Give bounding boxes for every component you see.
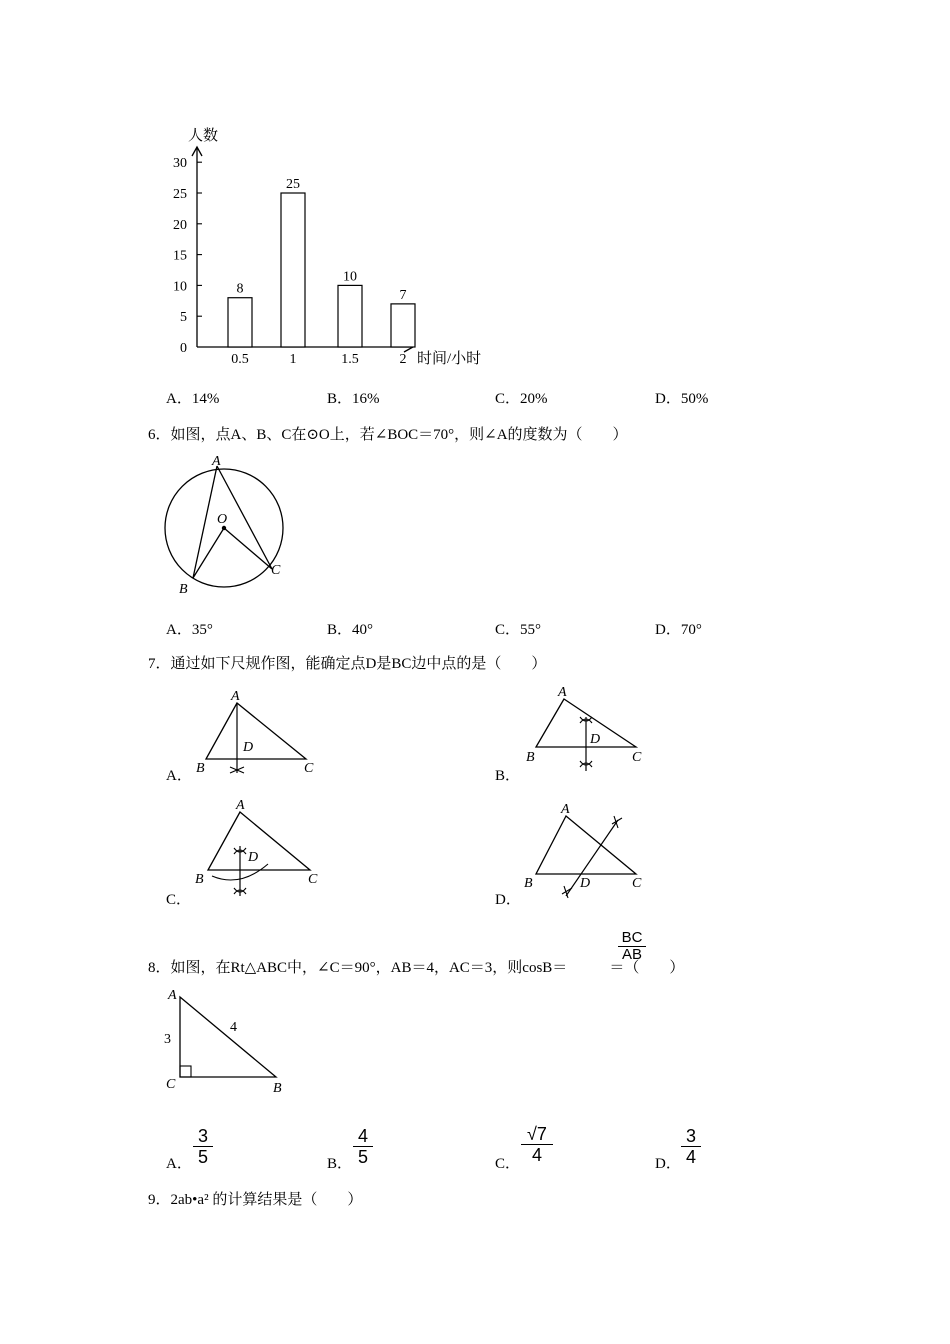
q6-option-d[interactable] [655,618,702,639]
bar-value-label: 7 [399,287,407,303]
option-letter: A． [166,391,192,407]
q7-option-a[interactable]: A． [166,768,192,784]
option-text: 70° [680,622,702,638]
q7-option-b[interactable]: B． [495,768,521,784]
bar-value-label: 8 [236,281,244,297]
label-d: D [580,876,591,891]
fraction-numerator: 3 [193,1126,213,1147]
label-c: C [632,876,642,891]
label-c: C [632,750,642,765]
q8-option-d[interactable] [655,1152,681,1173]
label-b: B [179,582,188,597]
q9-stem: 9．2ab•a² 的计算结果是（ ） [148,1192,363,1208]
option-text: 20% [520,391,548,407]
option-letter: C． [495,391,521,407]
fraction-denominator: 4 [685,1147,696,1167]
label-a: A [168,988,177,1003]
label-c: C [166,1077,176,1092]
bar [338,285,362,347]
fraction-numerator: 3 [681,1126,701,1147]
q5-option-b[interactable] [327,387,380,408]
label-o: O [217,512,228,527]
q7-option-d[interactable]: D． [495,892,521,908]
y-axis-label: 人数 [188,128,219,144]
bar [391,304,415,347]
option-letter: A． [166,622,192,638]
option-text: 50% [680,391,709,407]
chart-bars [228,177,415,367]
q5-option-c[interactable] [495,387,548,408]
option-text: 35° [191,622,213,638]
label-a: A [558,685,567,700]
option-text: 16% [352,391,380,407]
q8-stem-tail: ＝（ ） [609,960,685,976]
label-c: C [304,761,314,776]
q8-option-c-fraction [521,1124,553,1165]
label-b: B [524,876,533,891]
q6-option-b[interactable] [327,618,373,639]
option-letter: C． [495,622,521,638]
q8-stem-text: 8．如图，在Rt△ABC中，∠C＝90°，AB＝4，AC＝3，则cosB＝ [148,960,568,976]
q7-stem: 7．通过如下尺规作图，能确定点D是BC边中点的是（ ） [148,656,547,672]
q8-option-d-fraction [681,1126,701,1167]
option-letter: B． [327,391,353,407]
option-letter: C． [495,1156,521,1172]
label-a: A [231,689,240,704]
label-d: D [248,850,259,865]
y-tick-label: 20 [173,217,187,233]
q8-option-b-fraction [353,1126,373,1167]
label-a: A [236,798,245,813]
q6-stem: 6．如图，点A、B、C在⊙O上，若∠BOC＝70°，则∠A的度数为（ ） [148,427,628,443]
x-tick-label: 0.5 [231,352,249,367]
label-ac-length: 3 [164,1032,171,1047]
label-b: B [526,750,535,765]
option-letter: B． [327,622,353,638]
option-letter: B． [327,1156,353,1172]
bar-chart [0,0,950,380]
x-axis-label: 时间/小时 [417,351,482,367]
label-b: B [273,1081,282,1096]
fraction-numerator: BC [618,930,646,947]
bar-value-label: 25 [286,177,300,192]
q7-figure-b [522,683,662,783]
fraction-denominator: AB [621,946,642,963]
q8-cos-fraction [618,930,646,963]
label-a: A [561,802,570,817]
option-text: 14% [191,391,220,407]
q8-option-b[interactable] [327,1152,352,1173]
label-c: C [271,563,281,578]
q8-option-a-fraction [193,1126,213,1167]
q7-figure-d [522,800,662,910]
fraction-numerator: √7 [521,1124,553,1145]
fraction-denominator: 4 [531,1145,542,1165]
q6-option-a[interactable] [166,618,213,639]
q7-option-c[interactable]: C． [166,892,192,908]
option-text: 40° [352,622,374,638]
q8-option-c[interactable] [495,1152,520,1173]
x-tick-label: 1.5 [341,352,359,367]
q5-option-a[interactable] [166,387,219,408]
q8-option-a[interactable] [166,1152,192,1173]
bar [281,193,305,347]
y-tick-label: 25 [173,187,187,202]
option-letter: D． [655,391,681,407]
label-d: D [243,740,254,755]
y-tick-label: 15 [173,248,187,264]
x-tick-label: 1 [289,352,297,367]
bar [228,298,252,347]
q7-figure-c [190,798,330,908]
y-tick-label: 5 [180,310,187,326]
q8-right-triangle-figure [160,985,300,1095]
y-tick-label: 30 [173,156,187,172]
q7-figure-a [190,685,330,785]
option-letter: A． [166,1156,192,1172]
label-d: D [590,732,601,747]
label-ab-length: 4 [230,1020,237,1035]
y-tick-label: 0 [180,341,187,356]
q8-stem [148,956,684,977]
label-c: C [308,872,318,887]
option-letter: D． [655,622,681,638]
option-letter: D． [655,1156,681,1172]
fraction-numerator: 4 [353,1126,373,1147]
fraction-denominator: 5 [357,1147,368,1167]
option-text: 55° [520,622,542,638]
bar-value-label: 10 [343,269,357,285]
q5-option-d[interactable] [655,387,708,408]
label-b: B [196,761,205,776]
x-tick-label: 2 [399,352,407,367]
fraction-denominator: 5 [197,1147,208,1167]
q6-option-c[interactable] [495,618,541,639]
label-a: A [212,454,221,469]
q6-circle-figure [160,450,320,610]
y-tick-label: 10 [173,279,187,295]
label-b: B [195,872,204,887]
